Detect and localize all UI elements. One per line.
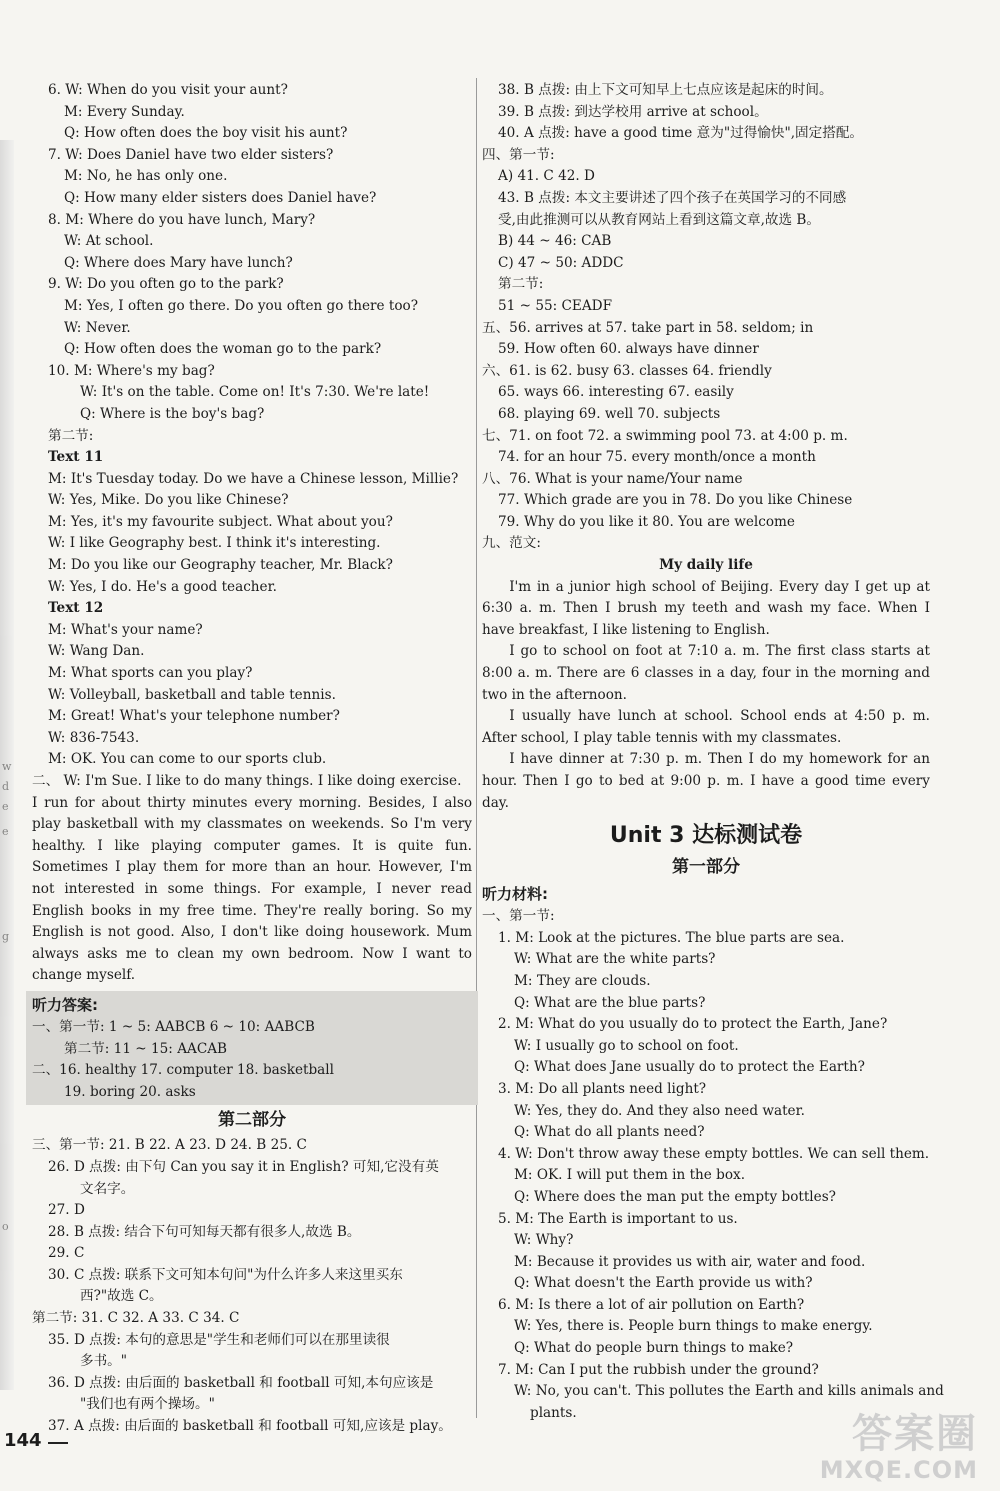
- text-line: M: Because it provides us with air, water and food.: [514, 1253, 866, 1270]
- watermark-logo: [820, 1412, 978, 1484]
- passage-first-line: 二、 W: I'm Sue. I like to do many things. I like doing exercise.: [32, 773, 462, 789]
- essay-paragraph: I usually have lunch at school. School ends at 4:50 p. m. After school, I play table tennis with my classmates.: [482, 708, 930, 746]
- text-line: Q: What does Jane usually do to protect the Earth?: [514, 1059, 865, 1076]
- text-line: Q: What do all plants need?: [514, 1124, 705, 1141]
- left-column: [32, 80, 472, 1438]
- text-line: 30. C 点拨: 联系下文可知本句问"为什么许多人来这里买东: [48, 1266, 403, 1283]
- part1-title: 第一部分: [672, 857, 740, 878]
- text-line: B) 44 ~ 46: CAB: [498, 233, 612, 250]
- page-number: 144: [4, 1430, 42, 1451]
- text-line: plants.: [530, 1404, 577, 1421]
- edge-char: o: [2, 1220, 9, 1233]
- answers-title: 听力答案:: [32, 995, 98, 1014]
- text-line: M: They are clouds.: [514, 972, 651, 989]
- text-line: Q: How often does the boy visit his aunt?: [64, 125, 348, 142]
- text-line: 65. ways 66. interesting 67. easily: [498, 384, 734, 401]
- text-line: W: Yes, Mike. Do you like Chinese?: [48, 492, 289, 509]
- text-line: 一、第一节:: [482, 908, 555, 925]
- text-line: 59. How often 60. always have dinner: [498, 341, 759, 358]
- edge-char: w: [2, 760, 12, 773]
- text-line: W: Why?: [514, 1232, 574, 1249]
- text-line: 77. Which grade are you in 78. Do you like Chinese: [498, 492, 853, 509]
- essay-paragraph: I'm in a junior high school of Beijing. Every day I get up at 6:30 a. m. Then I brush my teeth and wash my face. When I have breakfast, I like listening to English.: [482, 578, 930, 638]
- binding-edge: [0, 140, 14, 1390]
- text-line: 35. D 点拨: 本句的意思是"学生和老师们可以在那里读很: [48, 1331, 390, 1348]
- unit-title: Unit 3 达标测试卷: [609, 823, 803, 849]
- text-line: M: Yes, it's my favourite subject. What about you?: [48, 513, 393, 530]
- text-line: C) 47 ~ 50: ADDC: [498, 254, 624, 271]
- edge-char: g: [2, 930, 10, 943]
- text-line: 2. M: What do you usually do to protect the Earth, Jane?: [498, 1016, 888, 1033]
- essay-paragraph: I have dinner at 7:30 p. m. Then I do my homework for an hour. Then I go to bed at 9:00 p. m. I have a good time every day.: [482, 751, 930, 811]
- text-line: Text 11: [48, 449, 104, 466]
- text-line: M: Do you like our Geography teacher, Mr. Black?: [48, 557, 393, 574]
- text-line: W: Volleyball, basketball and table tennis.: [48, 686, 336, 703]
- text-line: 第二节:: [498, 276, 544, 293]
- text-line: 19. boring 20. asks: [64, 1083, 196, 1100]
- text-line: 五、56. arrives at 57. take part in 58. seldom; in: [482, 319, 814, 336]
- text-line: 3. M: Do all plants need light?: [498, 1080, 707, 1097]
- text-line: 51 ~ 55: CEADF: [498, 297, 613, 314]
- listening-script-continued: [32, 80, 472, 771]
- text-line: 36. D 点拨: 由后面的 basketball 和 football 可知,本句应该是: [48, 1374, 434, 1391]
- text-line: "我们也有两个操场。": [80, 1396, 215, 1413]
- text-line: W: Yes, there is. People burn things to make energy.: [514, 1318, 873, 1335]
- text-line: 文名字。: [80, 1180, 135, 1197]
- text-line: W: Never.: [64, 319, 131, 336]
- text-line: 七、71. on foot 72. a swimming pool 73. at 4:00 p. m.: [482, 427, 848, 444]
- text-line: 4. W: Don't throw away these empty bottles. We can sell them.: [498, 1145, 930, 1162]
- text-line: W: I like Geography best. I think it's interesting.: [48, 535, 381, 552]
- text-line: 29. C: [48, 1245, 85, 1262]
- text-line: 74. for an hour 75. every month/once a month: [498, 449, 816, 466]
- right-column: [482, 80, 944, 1424]
- text-line: 8. M: Where do you have lunch, Mary?: [48, 211, 316, 228]
- text-line: M: What's your name?: [48, 621, 203, 638]
- text-line: Q: What do people burn things to make?: [514, 1340, 794, 1357]
- text-line: M: Great! What's your telephone number?: [48, 708, 340, 725]
- watermark-url: MXQE.COM: [819, 1456, 978, 1484]
- text-line: 四、第一节:: [482, 146, 555, 163]
- essay-paragraph: I go to school on foot at 7:10 a. m. The first class starts at 8:00 a. m. There are 6 classes in a day, four in the morning and two in the afternoon.: [482, 643, 930, 703]
- footer-rule: [48, 1442, 68, 1444]
- text-line: W: Yes, they do. And they also need water.: [514, 1102, 805, 1119]
- text-line: Q: How many elder sisters does Daniel have?: [64, 189, 377, 206]
- text-line: Text 12: [48, 600, 104, 617]
- text-line: 一、第一节: 1 ~ 5: AABCB 6 ~ 10: AABCB: [32, 1018, 315, 1035]
- text-line: Q: What are the blue parts?: [514, 994, 706, 1011]
- text-line: 5. M: The Earth is important to us.: [498, 1210, 738, 1227]
- text-line: 68. playing 69. well 70. subjects: [498, 405, 721, 422]
- text-line: Q: How often does the woman go to the park?: [64, 341, 382, 358]
- text-line: 1. M: Look at the pictures. The blue parts are sea.: [498, 929, 845, 946]
- text-line: W: It's on the table. Come on! It's 7:30. We're late!: [80, 384, 430, 401]
- text-line: Q: What doesn't the Earth provide us with?: [514, 1275, 813, 1292]
- text-line: 西?"故选 C。: [80, 1288, 163, 1305]
- text-line: M: OK. I will put them in the box.: [514, 1167, 746, 1184]
- watermark-text: 答案圈: [852, 1411, 978, 1457]
- essay-title: My daily life: [659, 557, 753, 574]
- text-line: 27. D: [48, 1202, 85, 1219]
- text-line: 第二节:: [48, 427, 94, 444]
- text-line: 二、16. healthy 17. computer 18. basketball: [32, 1062, 334, 1079]
- text-line: 37. A 点拨: 由后面的 basketball 和 football 可知,应该是 play。: [48, 1418, 452, 1435]
- column-divider: [476, 78, 477, 1418]
- text-line: 43. B 点拨: 本文主要讲述了四个孩子在英国学习的不同感: [498, 189, 847, 206]
- edge-char: e: [2, 825, 9, 838]
- text-line: W: Wang Dan.: [48, 643, 145, 660]
- essay-body: [482, 577, 930, 815]
- text-line: 39. B 点拨: 到达学校用 arrive at school。: [498, 103, 768, 120]
- text-line: M: OK. You can come to our sports club.: [48, 751, 327, 768]
- text-line: 三、第一节: 21. B 22. A 23. D 24. B 25. C: [32, 1137, 307, 1154]
- text-line: 第二节: 31. C 32. A 33. C 34. C: [32, 1310, 240, 1327]
- text-line: W: No, you can't. This pollutes the Earth and kills animals and: [514, 1383, 944, 1400]
- text-line: W: I usually go to school on foot.: [514, 1037, 739, 1054]
- listening-title: 听力材料:: [482, 885, 548, 904]
- edge-char: e: [2, 800, 9, 813]
- text-line: 10. M: Where's my bag?: [48, 362, 215, 379]
- text-line: 28. B 点拨: 结合下句可知每天都有很多人,故选 B。: [48, 1223, 361, 1240]
- listening-script: [482, 906, 944, 1424]
- text-line: M: No, he has only one.: [64, 168, 228, 185]
- text-line: 受,由此推测可以从教育网站上看到这篇文章,故选 B。: [498, 211, 821, 228]
- text-line: Q: Where does the man put the empty bottles?: [514, 1188, 836, 1205]
- text-line: 6. M: Is there a lot of air pollution on Earth?: [498, 1296, 805, 1313]
- listening-answers-box: [26, 991, 478, 1105]
- text-line: 9. W: Do you often go to the park?: [48, 276, 284, 293]
- text-line: W: What are the white parts?: [514, 951, 716, 968]
- answer-key-continued: [482, 80, 930, 555]
- text-line: 九、范文:: [482, 535, 541, 552]
- text-line: 六、61. is 62. busy 63. classes 64. friendly: [482, 362, 772, 379]
- text-line: 26. D 点拨: 由下句 Can you say it in English? 可知,它没有英: [48, 1158, 439, 1175]
- text-line: M: What sports can you play?: [48, 665, 253, 682]
- part2-answers: [32, 1135, 472, 1437]
- text-line: W: Yes, I do. He's a good teacher.: [48, 578, 277, 595]
- text-line: 40. A 点拨: have a good time 意为"过得愉快",固定搭配。: [498, 125, 864, 142]
- passage-body: I run for about thirty minutes every morning. Besides, I also play basketball with my classmates on weekends. So I'm very healthy. I like playing computer games. It is quite fun. Sometimes I play them for more than an hour. However, I'm not interested in some things. For example, I never read English books in my free time. They're really boring. So my English is not good. Also, I don't like doing housework. Mum always asks me to clean my own bedroom. Now I want to change myself.: [32, 794, 472, 984]
- text-line: 第二节: 11 ~ 15: AACAB: [64, 1040, 228, 1057]
- text-line: 多书。": [80, 1353, 128, 1370]
- edge-char: d: [2, 780, 10, 793]
- part2-title: 第二部分: [218, 1110, 286, 1131]
- text-line: A) 41. C 42. D: [498, 168, 595, 185]
- text-line: W: At school.: [64, 233, 154, 250]
- text-line: M: Yes, I often go there. Do you often go there too?: [64, 297, 419, 314]
- text-line: 八、76. What is your name/Your name: [482, 470, 743, 487]
- text-line: W: 836-7543.: [48, 729, 140, 746]
- text-line: 7. M: Can I put the rubbish under the ground?: [498, 1361, 819, 1378]
- answers-list: [32, 1017, 472, 1103]
- text-line: 79. Why do you like it 80. You are welcome: [498, 513, 795, 530]
- text-line: M: Every Sunday.: [64, 103, 185, 120]
- text-line: 6. W: When do you visit your aunt?: [48, 82, 288, 98]
- text-line: 7. W: Does Daniel have two elder sisters?: [48, 146, 334, 163]
- text-line: Q: Where is the boy's bag?: [80, 405, 265, 422]
- text-line: Q: Where does Mary have lunch?: [64, 254, 293, 271]
- text-line: 38. B 点拨: 由上下文可知早上七点应该是起床的时间。: [498, 82, 833, 98]
- text-line: M: It's Tuesday today. Do we have a Chinese lesson, Millie?: [48, 470, 459, 487]
